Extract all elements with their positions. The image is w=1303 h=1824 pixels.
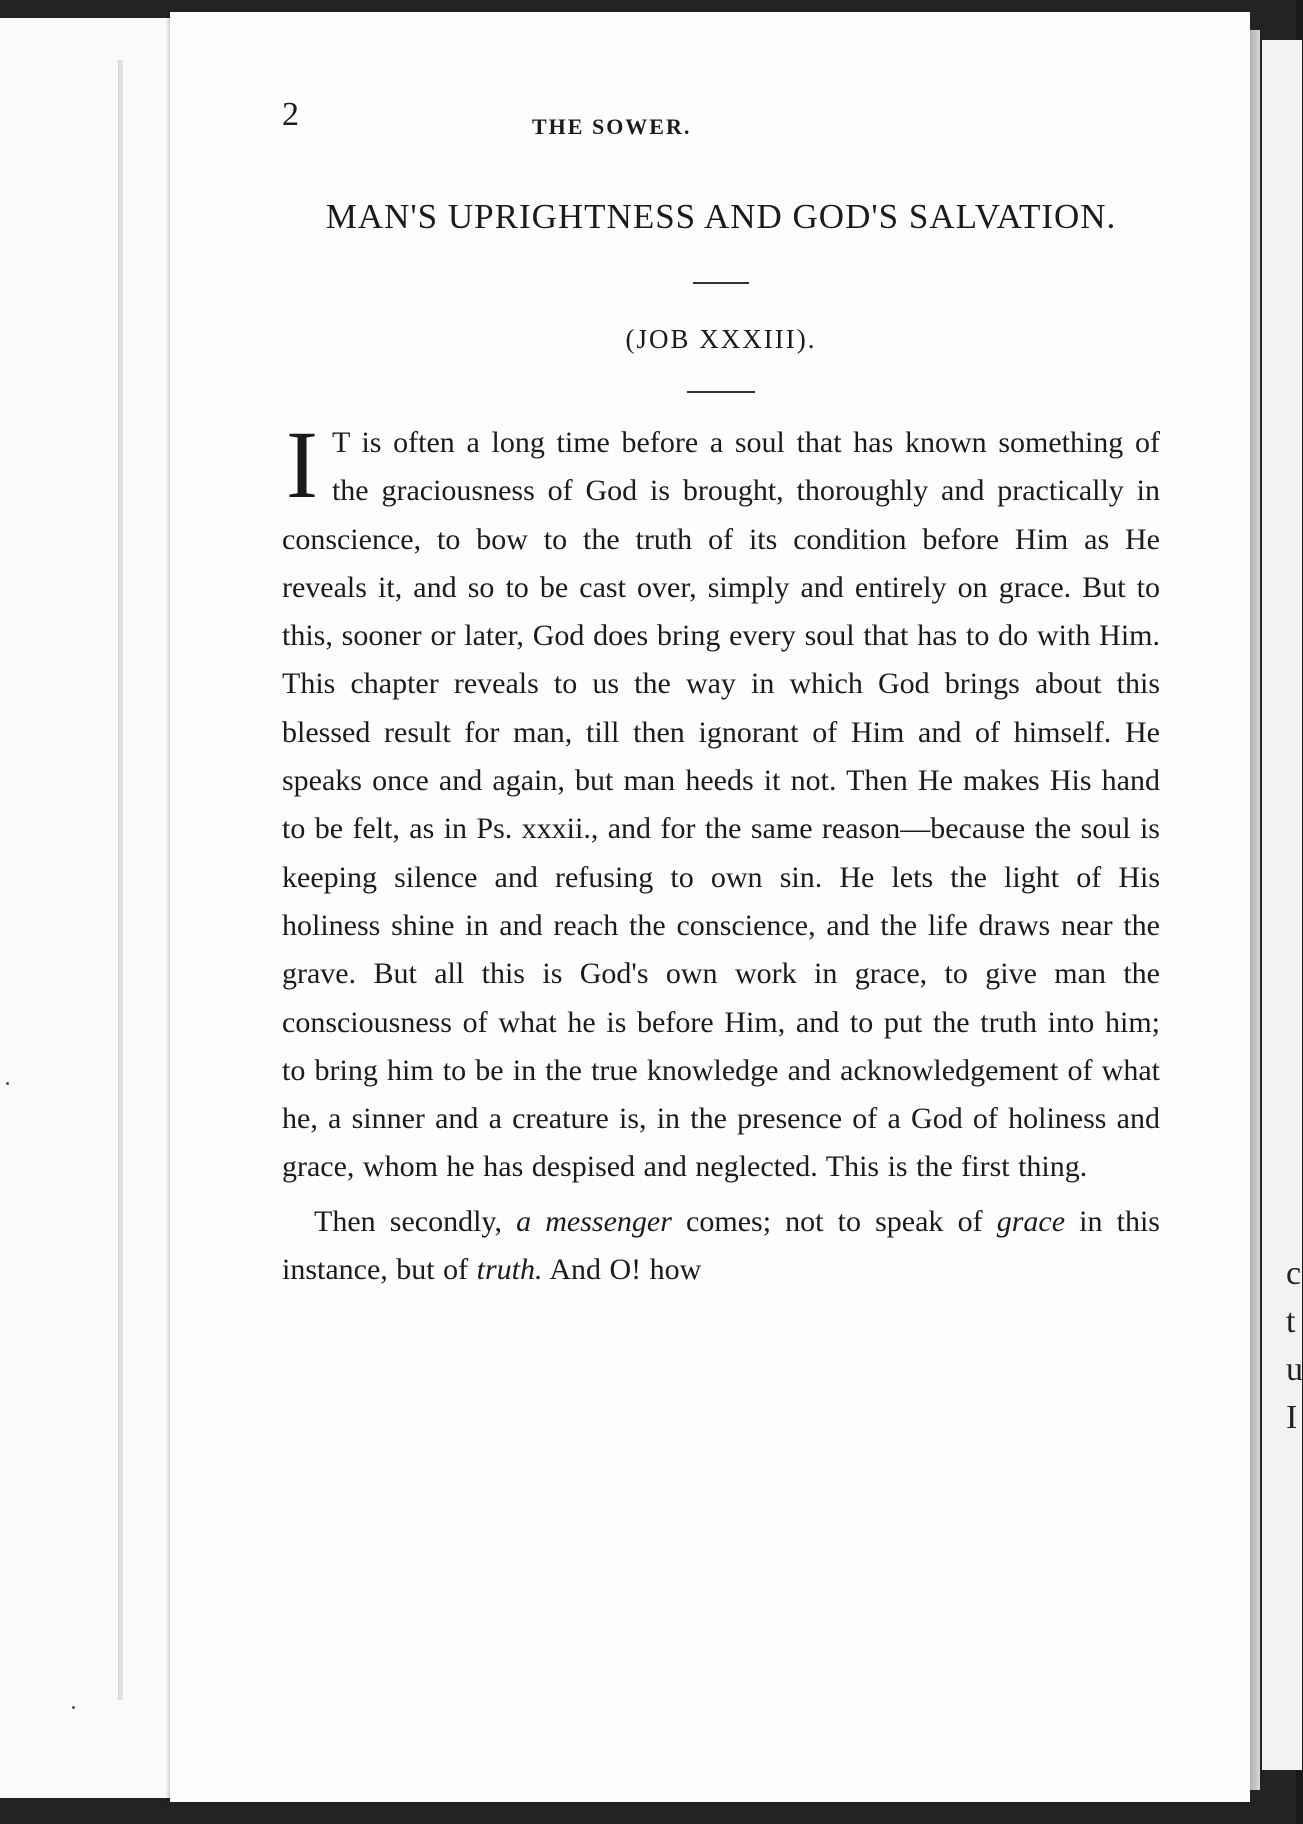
drop-cap: I [286, 411, 318, 518]
paragraph-one [282, 411, 1160, 1192]
next-page-letter: u [1286, 1351, 1303, 1388]
paragraph-two-text: comes; not to speak of [671, 1204, 997, 1238]
next-page-letter: I [1286, 1399, 1298, 1436]
italic-phrase: a messenger [516, 1204, 672, 1238]
italic-word: grace [996, 1204, 1066, 1238]
next-page-letter: c [1286, 1255, 1302, 1292]
scripture-reference: (JOB XXXIII). [625, 324, 817, 354]
scan-speck [6, 1082, 9, 1085]
page-number: 2 [282, 96, 299, 133]
running-title: THE SOWER. [532, 114, 692, 139]
page-content [282, 82, 1160, 1294]
next-page-edge [1262, 40, 1302, 1770]
paragraph-two-text: Then secondly, [314, 1204, 517, 1238]
next-page-letter: t [1286, 1303, 1296, 1340]
previous-page-edge [0, 18, 187, 1798]
article-title: MAN'S UPRIGHTNESS AND GOD'S SALVATION. [325, 197, 1117, 236]
paragraph-two-text: in this instance, but of [282, 1204, 1160, 1287]
reference-divider [687, 391, 755, 393]
paragraph-one-text: T is often a long time before a soul that has known something of the graciousness of God is brought, thoroughly and practically in conscience, to bow to the truth of its condition before Him as He reveals it, and so to be cast over, simply and entirely on grace. But to this, sooner or later, God does bring every soul that has to do with Him. This chapter reveals to us the way in which God brings about this blessed result for man, till then ignorant of Him and of himself. He speaks once and again, but man heeds it not. Then He makes His hand to be felt, as in Ps. xxxii., and for the same reason—because the soul is keeping silence and refusing to own sin. He lets the light of His holiness shine in and reach the conscience, and the life draws near the grave. But all this is God's own work in grace, to give man the consciousness of what he is before Him, and to put the truth into him; to bring him to be in the true knowledge and acknowledgement of what he, a sinner and a creature is, in the presence of a God of holiness and grace, whom he has despised and neglected. This is the first thing. [282, 426, 1160, 1184]
scan-speck [72, 1706, 75, 1709]
article-body [282, 411, 1160, 1294]
book-page [170, 12, 1250, 1802]
binding-edge [118, 60, 123, 1700]
paragraph-two [282, 1198, 1160, 1295]
italic-word: truth. [476, 1253, 543, 1287]
running-head [282, 82, 1160, 142]
next-page-fragment [1286, 1250, 1303, 1442]
title-divider [693, 282, 749, 284]
paragraph-two-text: And O! how [542, 1253, 702, 1287]
